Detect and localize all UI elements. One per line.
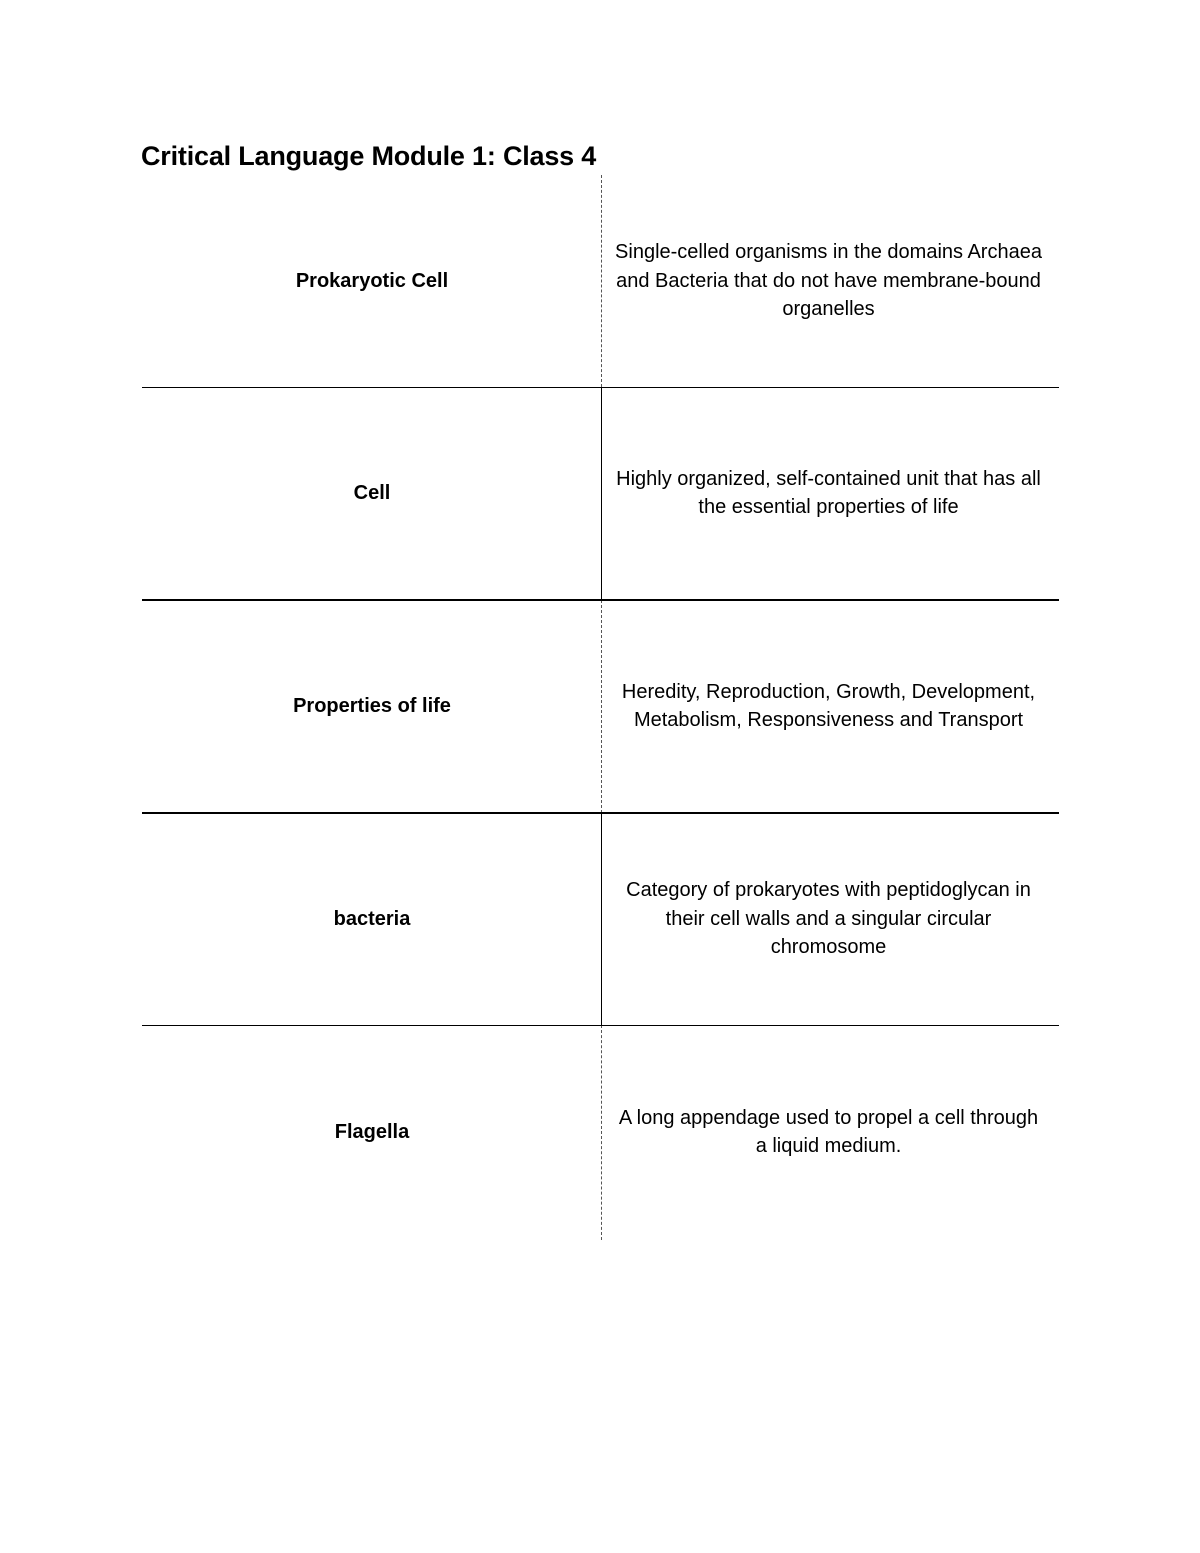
flashcard-definition: Category of prokaryotes with peptidoglycan in their cell walls and a singular circular chromosome <box>626 879 1031 959</box>
flashcard-term: Cell <box>353 481 391 504</box>
page-title: Critical Language Module 1: Class 4 <box>141 141 597 171</box>
flashcard-definition: Heredity, Reproduction, Growth, Development, Metabolism, Responsiveness and Transport <box>621 680 1036 731</box>
flashcard-row <box>142 387 1059 599</box>
flashcard-row <box>142 813 1059 1025</box>
flashcard-term: Prokaryotic Cell <box>295 269 449 292</box>
flashcard-row <box>142 175 1059 387</box>
flashcard-definition: Single-celled organisms in the domains Archaea and Bacteria that do not have membrane-bound organelles <box>615 241 1042 321</box>
flashcard-term: Properties of life <box>293 694 451 717</box>
flashcard-row <box>142 1026 1059 1238</box>
flashcard-definition: Highly organized, self-contained unit that has all the essential properties of life <box>616 467 1041 518</box>
flashcard-term: bacteria <box>333 907 411 930</box>
flashcard-definition: A long appendage used to propel a cell through a liquid medium. <box>618 1106 1039 1157</box>
flashcard-table <box>142 175 1059 1240</box>
flashcard-row <box>142 600 1059 812</box>
flashcard-term: Flagella <box>334 1120 410 1143</box>
